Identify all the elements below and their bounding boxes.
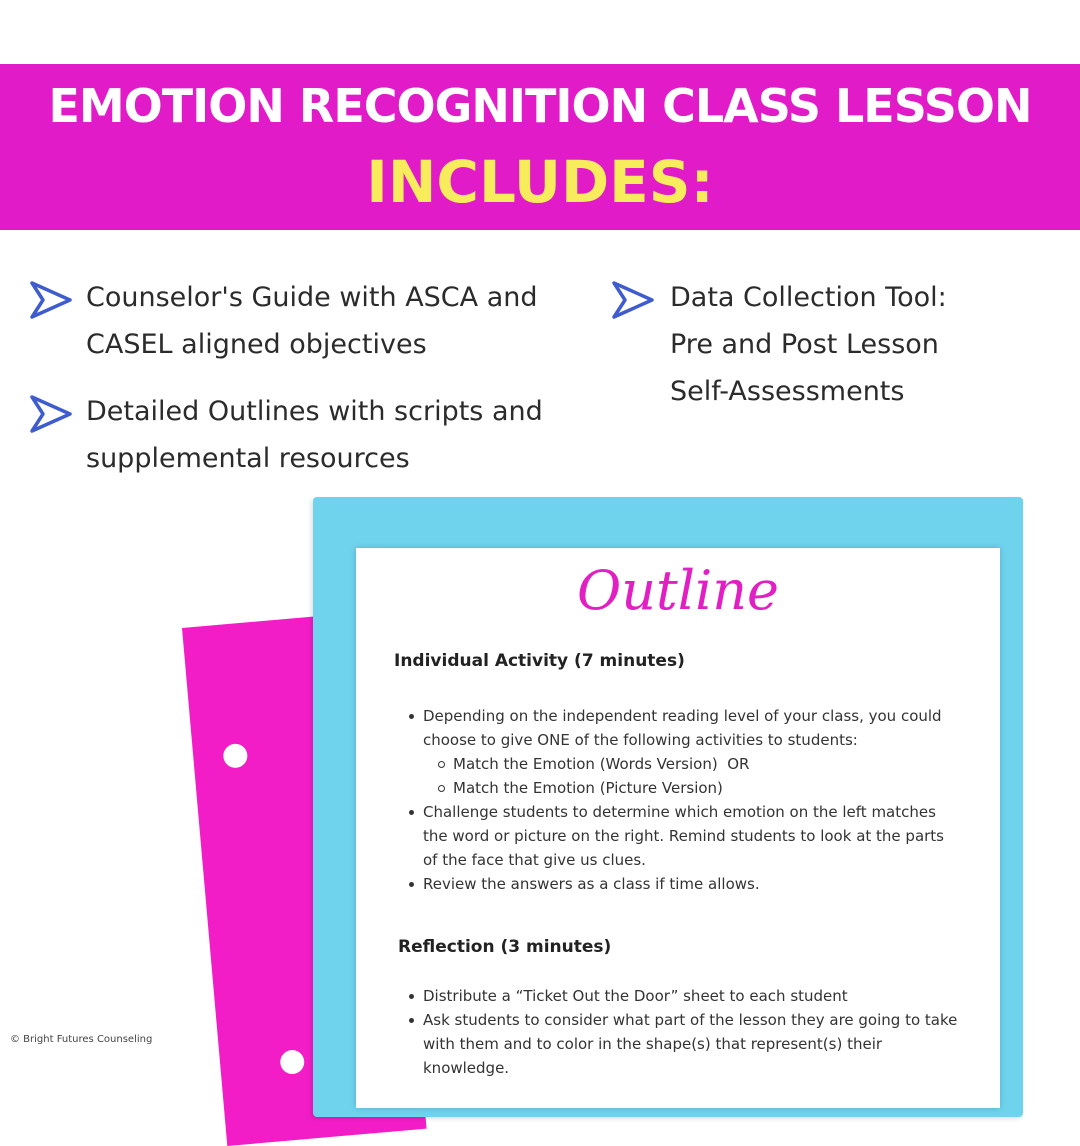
- list-item-line: knowledge.: [423, 1059, 510, 1077]
- binder-hole: [222, 743, 248, 769]
- list-item: [406, 776, 986, 800]
- bullet-dot-icon: [409, 1018, 414, 1023]
- list-item-line: choose to give ONE of the following activities to students:: [423, 731, 858, 749]
- activity-bullet-list: [406, 704, 986, 896]
- reflection-bullet-list: [406, 984, 986, 1080]
- feature-line: supplemental resources: [86, 443, 410, 474]
- feature-line: Counselor's Guide with ASCA and: [86, 282, 538, 313]
- bullet-circle-icon: [438, 761, 445, 768]
- outline-title: Outline: [576, 559, 780, 622]
- list-item-line: Depending on the independent reading level of your class, you could: [423, 707, 942, 725]
- list-item-line: Ask students to consider what part of the lesson they are going to take: [423, 1011, 958, 1029]
- list-item: [406, 704, 986, 752]
- feature-item-detailed-outlines: [28, 388, 588, 482]
- bullet-dot-icon: [409, 994, 414, 999]
- banner-subtitle: INCLUDES:: [366, 148, 714, 216]
- bullet-dot-icon: [409, 810, 414, 815]
- list-item: [406, 872, 986, 896]
- feature-item-data-collection-tool: [610, 274, 1050, 415]
- bullet-dot-icon: [409, 714, 414, 719]
- list-item-line: with them and to color in the shape(s) that represent(s) their: [423, 1035, 883, 1053]
- feature-line: Data Collection Tool:: [670, 282, 947, 313]
- arrow-pointer-icon: [28, 279, 74, 321]
- header-banner: [0, 64, 1080, 230]
- arrow-pointer-icon: [28, 393, 74, 435]
- feature-item-counselors-guide: [28, 274, 588, 368]
- feature-line: Self-Assessments: [670, 376, 905, 407]
- list-item: [406, 800, 986, 872]
- list-item: [406, 1008, 986, 1080]
- list-item-line: Match the Emotion (Words Version) OR: [453, 755, 750, 773]
- list-item: [406, 752, 986, 776]
- list-item-line: Match the Emotion (Picture Version): [453, 779, 723, 797]
- list-item-line: of the face that give us clues.: [423, 851, 646, 869]
- bullet-dot-icon: [409, 882, 414, 887]
- bullet-circle-icon: [438, 785, 445, 792]
- feature-line: Detailed Outlines with scripts and: [86, 396, 543, 427]
- section-heading-individual-activity: Individual Activity (7 minutes): [394, 651, 685, 671]
- feature-line: Pre and Post Lesson: [670, 329, 939, 360]
- copyright-notice: © Bright Futures Counseling: [10, 1034, 153, 1045]
- outline-page-preview: [356, 548, 1000, 1108]
- banner-title: EMOTION RECOGNITION CLASS LESSON: [48, 79, 1032, 133]
- list-item-line: Review the answers as a class if time allows.: [423, 875, 760, 893]
- feature-line: CASEL aligned objectives: [86, 329, 427, 360]
- section-heading-reflection: Reflection (3 minutes): [398, 937, 612, 957]
- list-item-line: Distribute a “Ticket Out the Door” sheet to each student: [423, 987, 848, 1005]
- binder-hole: [279, 1049, 305, 1075]
- arrow-pointer-icon: [610, 279, 656, 321]
- list-item: [406, 984, 986, 1008]
- list-item-line: the word or picture on the right. Remind students to look at the parts: [423, 827, 944, 845]
- list-item-line: Challenge students to determine which emotion on the left matches: [423, 803, 936, 821]
